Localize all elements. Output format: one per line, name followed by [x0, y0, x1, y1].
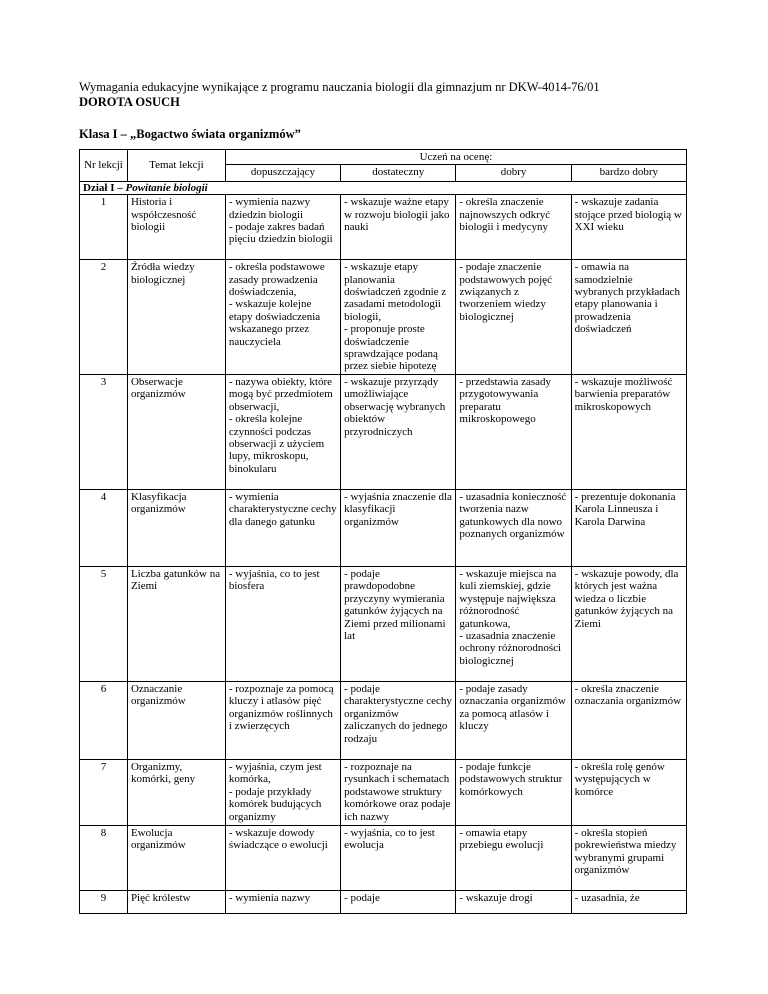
document-author: DOROTA OSUCH: [79, 95, 180, 109]
requirement-dostateczny: - podaje: [341, 890, 456, 913]
lesson-topic: Źródła wiedzy biologicznej: [127, 260, 225, 375]
requirement-bardzo-dobry: - określa stopień pokrewieństwa miedzy wybranymi grupami organizmów: [571, 825, 686, 890]
lesson-number: 6: [80, 681, 128, 759]
lesson-number: 5: [80, 566, 128, 681]
lesson-topic: Historia i współczesność biologii: [127, 195, 225, 260]
section-row: [80, 181, 687, 194]
lesson-topic: Ewolucja organizmów: [127, 825, 225, 890]
requirement-line: - wyjaśnia, czym jest komórka,: [228, 760, 322, 786]
requirement-line: - wymienia nazwy dziedzin biologii: [228, 196, 311, 221]
lesson-topic: Pięć królestw: [127, 890, 225, 913]
header-level-bardzo-dobry: bardzo dobry: [571, 165, 686, 181]
requirement-dobry: [456, 566, 571, 681]
requirement-dobry: - podaje funkcje podstawowych struktur komórkowych: [456, 759, 571, 825]
section-label: Dział I –: [83, 181, 126, 194]
header-level-dobry: dobry: [456, 165, 571, 181]
requirement-dobry: - uzasadnia konieczność tworzenia nazw gatunkowych dla nowo poznanych organizmów: [456, 489, 571, 566]
requirement-dostateczny: - podaje charakterystyczne cechy organizmów zaliczanych do jednego rodzaju: [341, 681, 456, 759]
lesson-topic: Obserwacje organizmów: [127, 374, 225, 489]
requirement-dopuszczajacy: [225, 260, 340, 375]
class-heading: Klasa I – „Bogactwo świata organizmów”: [79, 127, 301, 141]
requirement-line: - wskazuje etapy planowania doświadczeń zgodnie z zasadami metodologii biologii,: [344, 261, 447, 323]
requirement-line: - określa kolejne czynności podczas obserwacji z użyciem lupy, mikroskopu, binokularu: [228, 413, 325, 475]
requirement-dostateczny: - podaje prawdopodobne przyczyny wymierania gatunków żyjących na Ziemi przed milionami lat: [341, 566, 456, 681]
requirement-line: - proponuje proste doświadczenie sprawdzające podaną przez siebie hipotezę: [344, 323, 438, 373]
requirement-bardzo-dobry: - określa znaczenie oznaczania organizmów: [571, 681, 686, 759]
requirement-bardzo-dobry: - określa rolę genów występujących w komórce: [571, 759, 686, 825]
lesson-number: 2: [80, 260, 128, 375]
header-grade-group: Uczeń na ocenę:: [225, 150, 686, 165]
requirement-dobry: - wskazuje drogi: [456, 890, 571, 913]
requirement-line: - wskazuje miejsca na kuli ziemskiej, gdzie występuje największa różnorodność gatunkowa,: [459, 567, 557, 630]
document-title: Wymagania edukacyjne wynikające z programu nauczania biologii dla gimnazjum nr DKW-4014-76/01: [79, 80, 600, 94]
requirement-line: - podaje zakres badań pięciu dziedzin biologii: [228, 221, 333, 246]
table-row: [80, 681, 687, 759]
header-nr: Nr lekcji: [80, 150, 128, 182]
requirement-line: - nazywa obiekty, które mogą być przedmiotem obserwacji,: [228, 375, 333, 413]
requirement-dobry: - podaje znaczenie podstawowych pojęć związanych z tworzeniem wiedzy biologicznej: [456, 260, 571, 375]
table-row: [80, 759, 687, 825]
header-level-dostateczny: dostateczny: [341, 165, 456, 181]
requirement-dobry: - przedstawia zasady przygotowywania preparatu mikroskopowego: [456, 374, 571, 489]
requirement-dopuszczajacy: [225, 759, 340, 825]
lesson-topic: Oznaczanie organizmów: [127, 681, 225, 759]
requirement-dopuszczajacy: - wyjaśnia, co to jest biosfera: [225, 566, 340, 681]
lesson-number: 9: [80, 890, 128, 913]
requirement-dostateczny: [341, 260, 456, 375]
section-heading: [80, 181, 687, 194]
requirement-bardzo-dobry: - omawia na samodzielnie wybranych przykładach etapy planowania i prowadzenia doświadczeń: [571, 260, 686, 375]
requirement-dopuszczajacy: - wskazuje dowody świadczące o ewolucji: [225, 825, 340, 890]
requirement-dopuszczajacy: [225, 195, 340, 260]
table-row: [80, 374, 687, 489]
requirement-dostateczny: - wskazuje ważne etapy w rozwoju biologii jako nauki: [341, 195, 456, 260]
requirement-bardzo-dobry: - wskazuje powody, dla których jest ważna wiedza o liczbie gatunków żyjących na Ziemi: [571, 566, 686, 681]
header-row-top: [80, 150, 687, 165]
section-name: Powitanie biologii: [125, 181, 208, 194]
requirement-bardzo-dobry: - uzasadnia, że: [571, 890, 686, 913]
requirement-dobry: - omawia etapy przebiegu ewolucji: [456, 825, 571, 890]
requirement-line: - wskazuje kolejne etapy doświadczenia wskazanego przez nauczyciela: [228, 298, 321, 348]
lesson-number: 1: [80, 195, 128, 260]
requirement-dostateczny: - rozpoznaje na rysunkach i schematach podstawowe struktury komórkowe oraz podaje ich nazwy: [341, 759, 456, 825]
lesson-topic: Klasyfikacja organizmów: [127, 489, 225, 566]
lesson-topic: Organizmy, komórki, geny: [127, 759, 225, 825]
table-row: [80, 260, 687, 375]
requirement-dopuszczajacy: - wymienia charakterystyczne cechy dla danego gatunku: [225, 489, 340, 566]
requirement-dostateczny: - wyjaśnia znaczenie dla klasyfikacji organizmów: [341, 489, 456, 566]
requirement-bardzo-dobry: - wskazuje możliwość barwienia preparatów mikroskopowych: [571, 374, 686, 489]
requirement-dobry: - określa znaczenie najnowszych odkryć biologii i medycyny: [456, 195, 571, 260]
requirement-dopuszczajacy: - rozpoznaje za pomocą kluczy i atlasów pięć organizmów roślinnych i zwierzęcych: [225, 681, 340, 759]
requirement-bardzo-dobry: - prezentuje dokonania Karola Linneusza i Karola Darwina: [571, 489, 686, 566]
table-row: [80, 489, 687, 566]
requirement-dostateczny: - wskazuje przyrządy umożliwiające obserwację wybranych obiektów przyrodniczych: [341, 374, 456, 489]
header-topic: Temat lekcji: [127, 150, 225, 182]
requirement-line: - uzasadnia znaczenie ochrony różnorodności biologicznej: [459, 629, 562, 667]
table-row: [80, 566, 687, 681]
lesson-rows: [80, 195, 687, 914]
requirement-line: - podaje przykłady komórek budujących organizmy: [228, 785, 322, 823]
lesson-number: 3: [80, 374, 128, 489]
requirements-table: [79, 149, 687, 914]
requirement-dopuszczajacy: [225, 374, 340, 489]
requirement-dobry: - podaje zasady oznaczania organizmów za pomocą atlasów i kluczy: [456, 681, 571, 759]
requirement-line: - określa podstawowe zasady prowadzenia doświadczenia,: [228, 261, 325, 299]
requirement-bardzo-dobry: - wskazuje zadania stojące przed biologią w XXI wieku: [571, 195, 686, 260]
lesson-number: 7: [80, 759, 128, 825]
table-row: [80, 195, 687, 260]
lesson-number: 4: [80, 489, 128, 566]
requirement-dopuszczajacy: - wymienia nazwy: [225, 890, 340, 913]
lesson-number: 8: [80, 825, 128, 890]
requirement-dostateczny: - wyjaśnia, co to jest ewolucja: [341, 825, 456, 890]
header-level-dopuszczajacy: dopuszczający: [225, 165, 340, 181]
table-row: [80, 825, 687, 890]
lesson-topic: Liczba gatunków na Ziemi: [127, 566, 225, 681]
table-row: [80, 890, 687, 913]
